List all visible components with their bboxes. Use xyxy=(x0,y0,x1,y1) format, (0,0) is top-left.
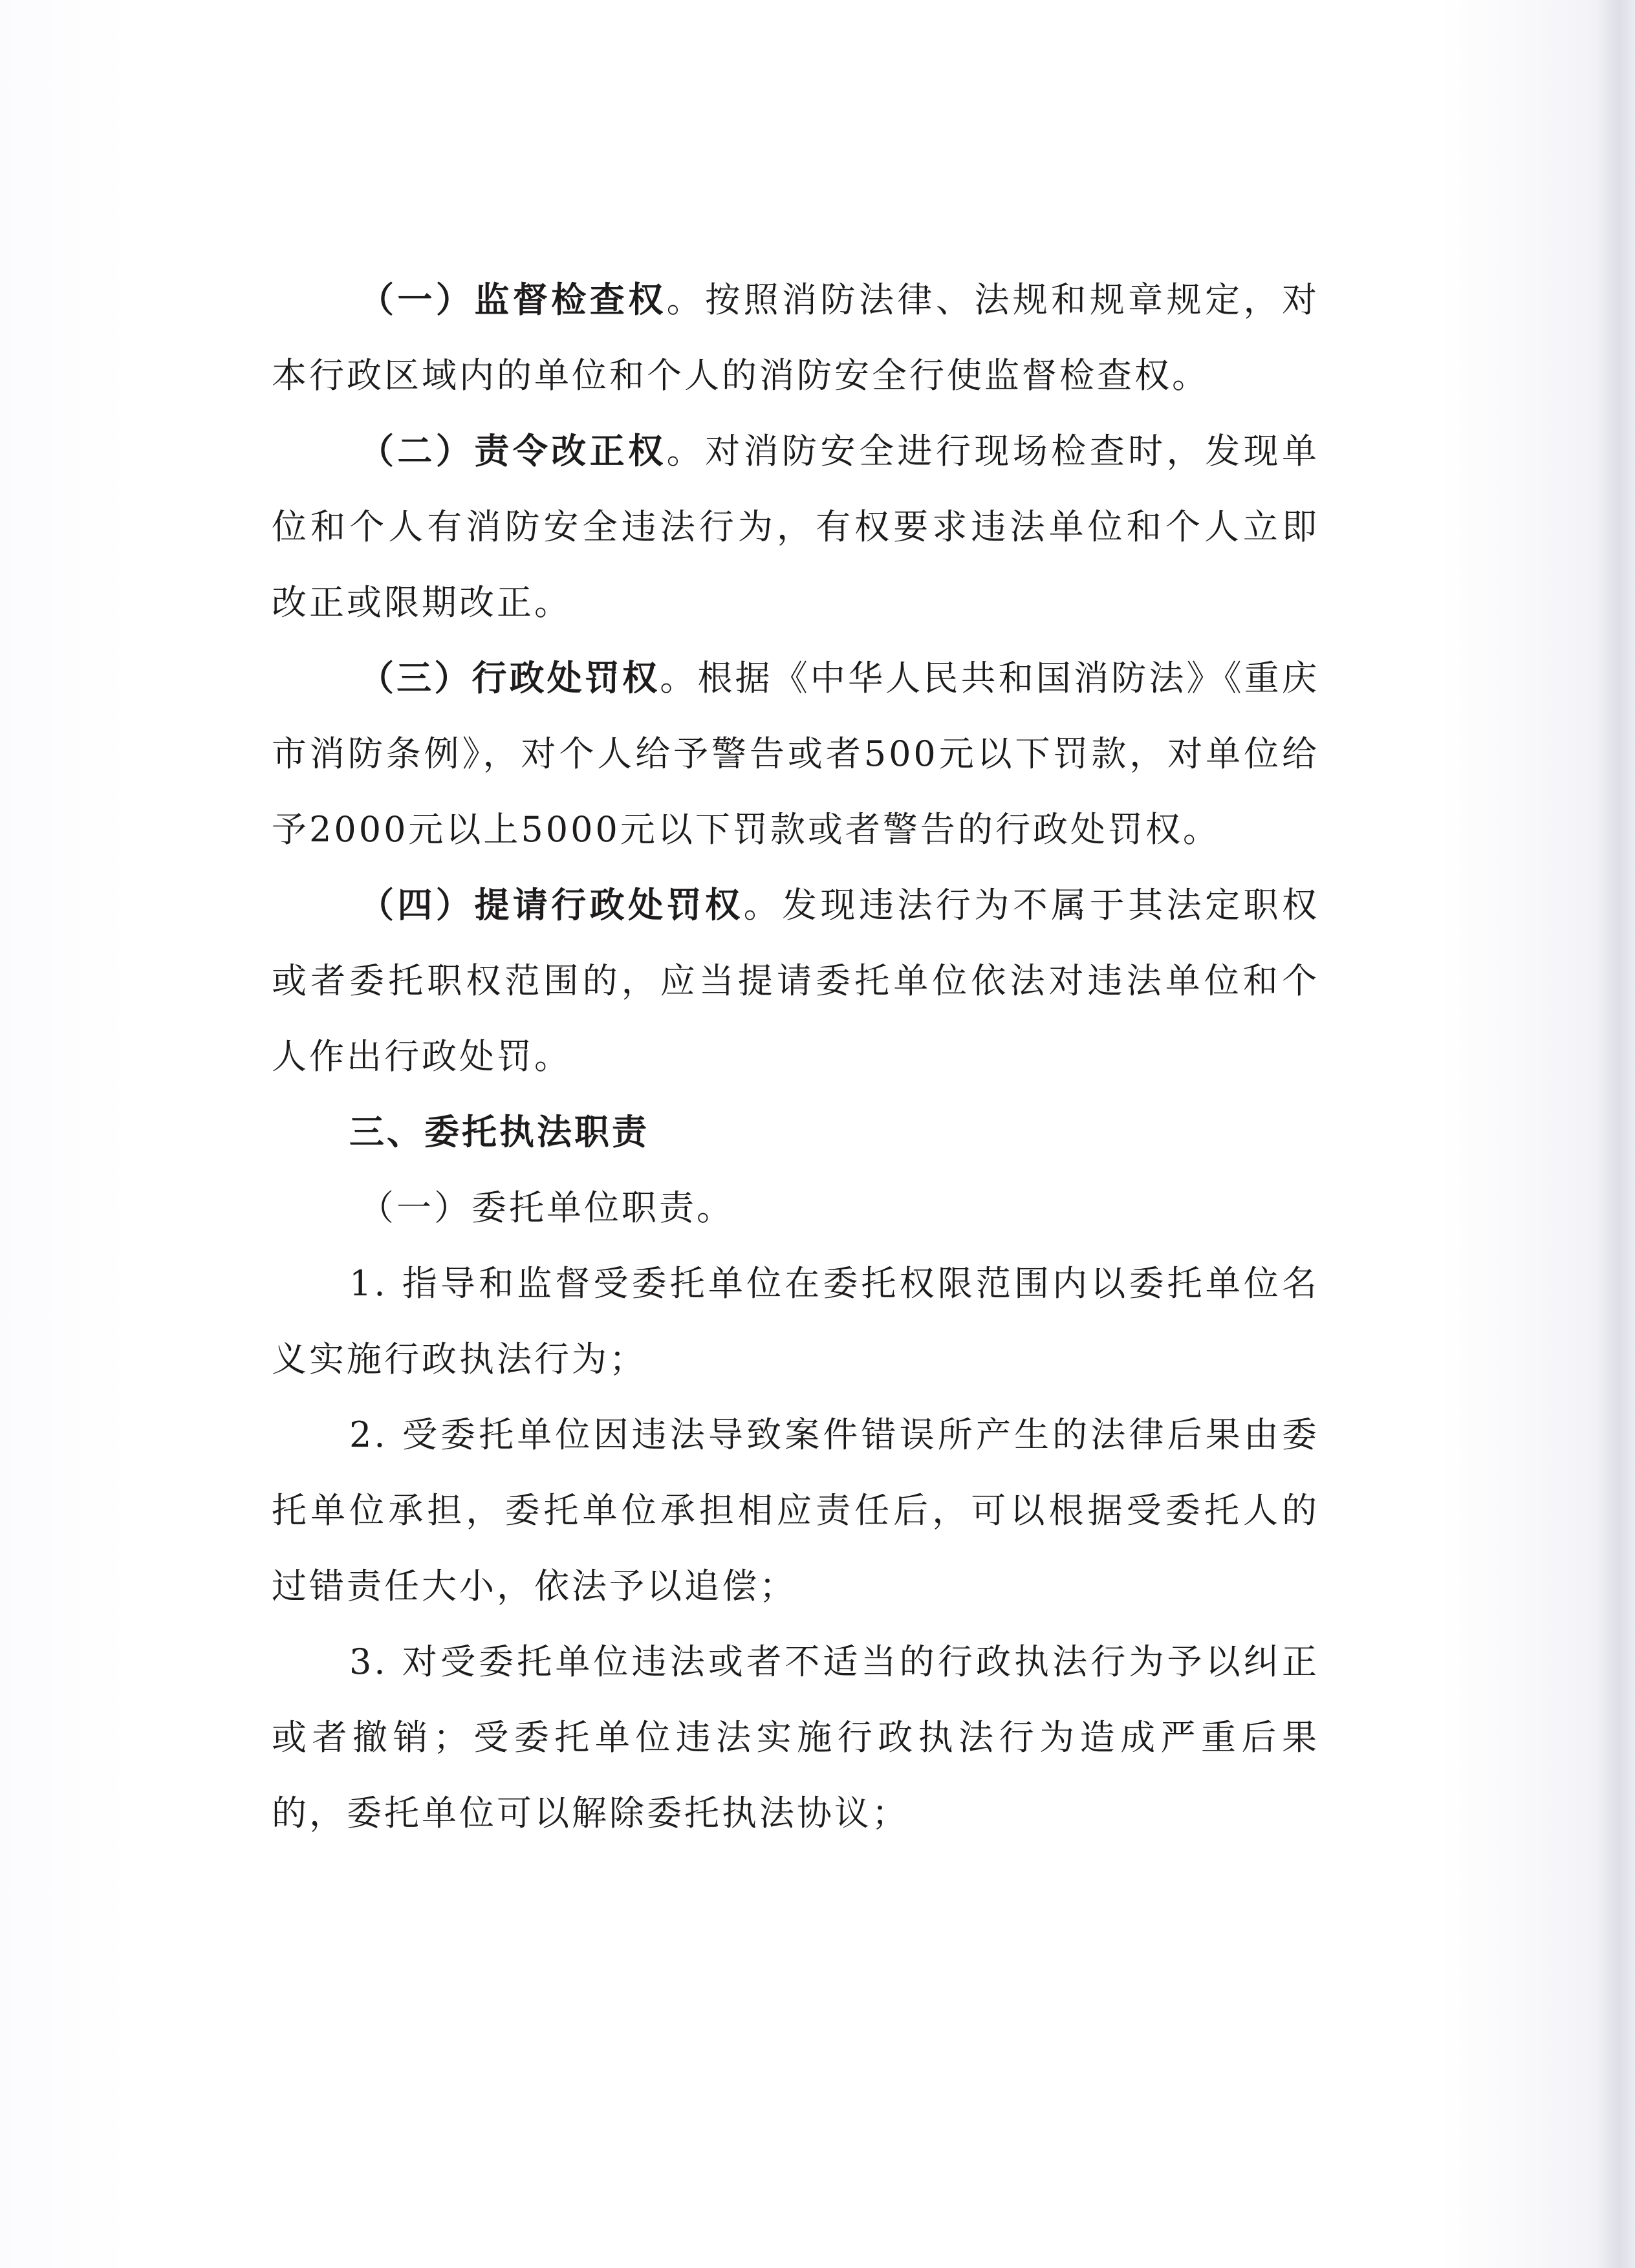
paragraph-lead: （三）行政处罚权 xyxy=(359,657,660,698)
paragraph-text: 。发现违法行为不属于其法定职权或者委托职权范围的，应当提请委托单位依法对违法单位和个人作出行政处罚。 xyxy=(272,885,1320,1077)
section-heading: 三、委托执法职责 xyxy=(349,1112,649,1152)
paragraph-penalty xyxy=(272,640,1319,867)
list-item: 3. 对受委托单位违法或者不适当的行政执法行为予以纠正或者撤销；受委托单位违法实施行政执法行为造成严重后果的，委托单位可以解除委托执法协议； xyxy=(272,1641,1319,1833)
paragraph-text: 。根据《中华人民共和国消防法》《重庆市消防条例》，对个人给予警告或者500元以下罚款，对单位给予2000元以上5000元以下罚款或者警告的行政处罚权。 xyxy=(272,658,1319,850)
paragraph-lead: （四）提请行政处罚权 xyxy=(359,884,744,925)
paragraph-referral xyxy=(272,867,1319,1094)
page-edge-shadow xyxy=(1596,0,1635,2268)
paragraph-correction xyxy=(272,413,1319,640)
paragraph-text: 。对消防安全进行现场检查时，发现单位和个人有消防安全违法行为，有权要求违法单位和个人立即改正或限期改正。 xyxy=(272,431,1320,623)
list-item: 1. 指导和监督受委托单位在委托权限范围内以委托单位名义实施行政执法行为； xyxy=(272,1263,1319,1379)
paragraph-lead: （一）监督检查权 xyxy=(359,279,667,320)
paragraph-lead: （二）责令改正权 xyxy=(359,430,667,471)
paragraph-supervision xyxy=(272,262,1319,413)
paragraph-text: 。按照消防法律、法规和规章规定，对本行政区域内的单位和个人的消防安全行使监督检查权。 xyxy=(272,279,1320,396)
document-body xyxy=(272,262,1319,1851)
sub-heading: （一）委托单位职责。 xyxy=(359,1187,734,1228)
list-item: 2. 受委托单位因违法导致案件错误所产生的法律后果由委托单位承担，委托单位承担相应责任后，可以根据受委托人的过错责任大小，依法予以追偿； xyxy=(272,1414,1319,1606)
